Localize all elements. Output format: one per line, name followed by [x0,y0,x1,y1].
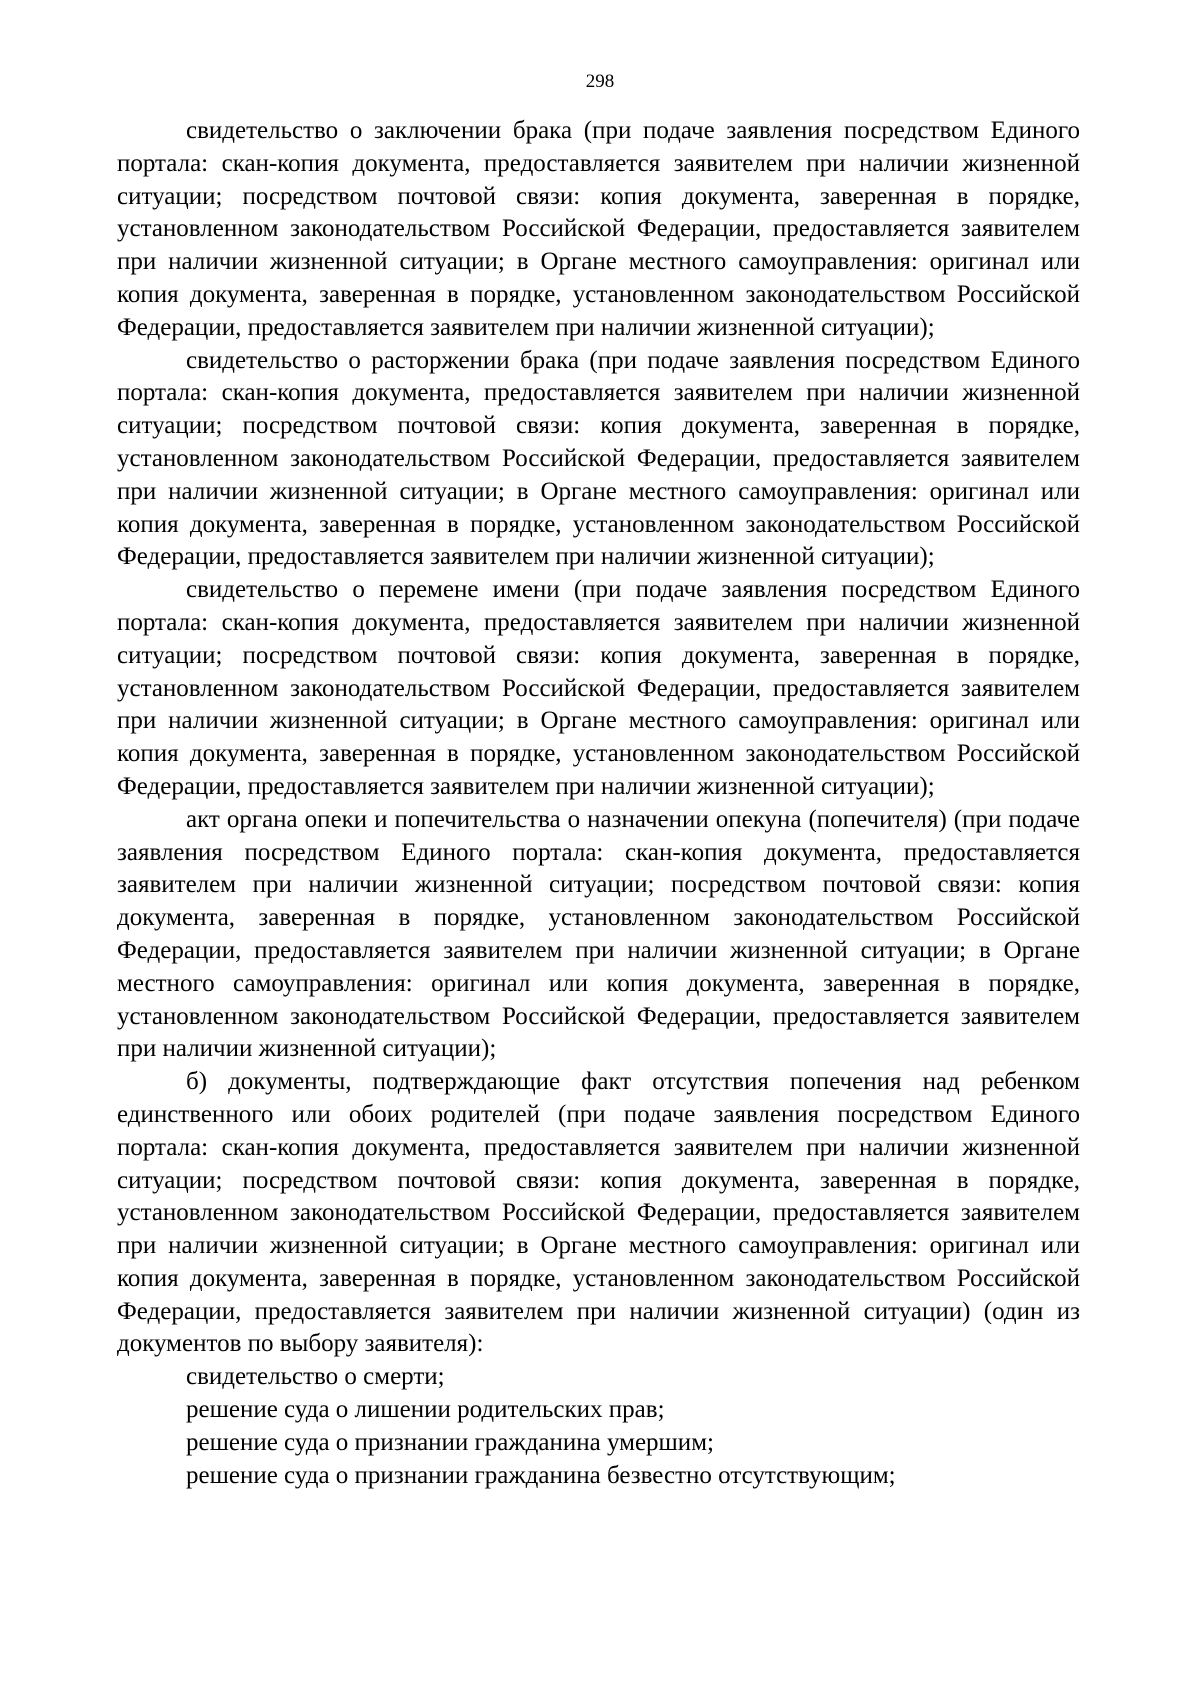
list-item-deprivation-of-rights: решение суда о лишении родительских прав; [186,1396,665,1424]
list-item-death-certificate: свидетельство о смерти; [186,1363,445,1391]
page-number: 298 [585,71,615,92]
paragraph-parental-care-absence: б) документы, подтверждающие факт отсутствия попечения над ребенком единственного или обоих родителей (при подаче заявления посредством Единого портала: скан-копия документа, предоставляется заявителем при наличии жизненной ситуации; посредством почтовой связи: копия документа, заверенная в порядке, установленном законодательством Российской Федерации, предоставляется заявителем при наличии жизненной ситуации; в Органе местного самоуправления: оригинал или копия документа, заверенная в порядке, установленном законодательством Российской Федерации, предоставляется заявителем при наличии жизненной ситуации) (один из документов по выбору заявителя): [117,1068,1080,1358]
paragraph-name-change-certificate: свидетельство о перемене имени (при подаче заявления посредством Единого портала: скан-копия документа, предоставляется заявителем при наличии жизненной ситуации; посредством почтовой связи: копия документа, заверенная в порядке, установленном законодательством Российской Федерации, предоставляется заявителем при наличии жизненной ситуации; в Органе местного самоуправления: оригинал или копия документа, заверенная в порядке, установленном законодательством Российской Федерации, предоставляется заявителем при наличии жизненной ситуации); [117,576,1080,800]
paragraph-divorce-certificate: свидетельство о расторжении брака (при подаче заявления посредством Единого портала: скан-копия документа, предоставляется заявителем при наличии жизненной ситуации; посредством почтовой связи: копия документа, заверенная в порядке, установленном законодательством Российской Федерации, предоставляется заявителем при наличии жизненной ситуации; в Органе местного самоуправления: оригинал или копия документа, заверенная в порядке, установленном законодательством Российской Федерации, предоставляется заявителем при наличии жизненной ситуации); [117,346,1080,571]
document-body [117,115,1080,1492]
list-item-declared-dead: решение суда о признании гражданина умершим; [186,1428,714,1456]
paragraph-marriage-certificate: свидетельство о заключении брака (при подаче заявления посредством Единого портала: скан-копия документа, предоставляется заявителем при наличии жизненной ситуации; посредством почтовой связи: копия документа, заверенная в порядке, установленном законодательством Российской Федерации, предоставляется заявителем при наличии жизненной ситуации; в Органе местного самоуправления: оригинал или копия документа, заверенная в порядке, установленном законодательством Российской Федерации, предоставляется заявителем при наличии жизненной ситуации); [117,117,1080,341]
paragraph-guardianship-act: акт органа опеки и попечительства о назначении опекуна (попечителя) (при подаче заявления посредством Единого портала: скан-копия документа, предоставляется заявителем при наличии жизненной ситуации; посредством почтовой связи: копия документа, заверенная в порядке, установленном законодательством Российской Федерации, предоставляется заявителем при наличии жизненной ситуации; в Органе местного самоуправления: оригинал или копия документа, заверенная в порядке, установленном законодательством Российской Федерации, предоставляется заявителем при наличии жизненной ситуации); [117,805,1080,1063]
list-item-declared-missing: решение суда о признании гражданина безвестно отсутствующим; [186,1461,896,1489]
